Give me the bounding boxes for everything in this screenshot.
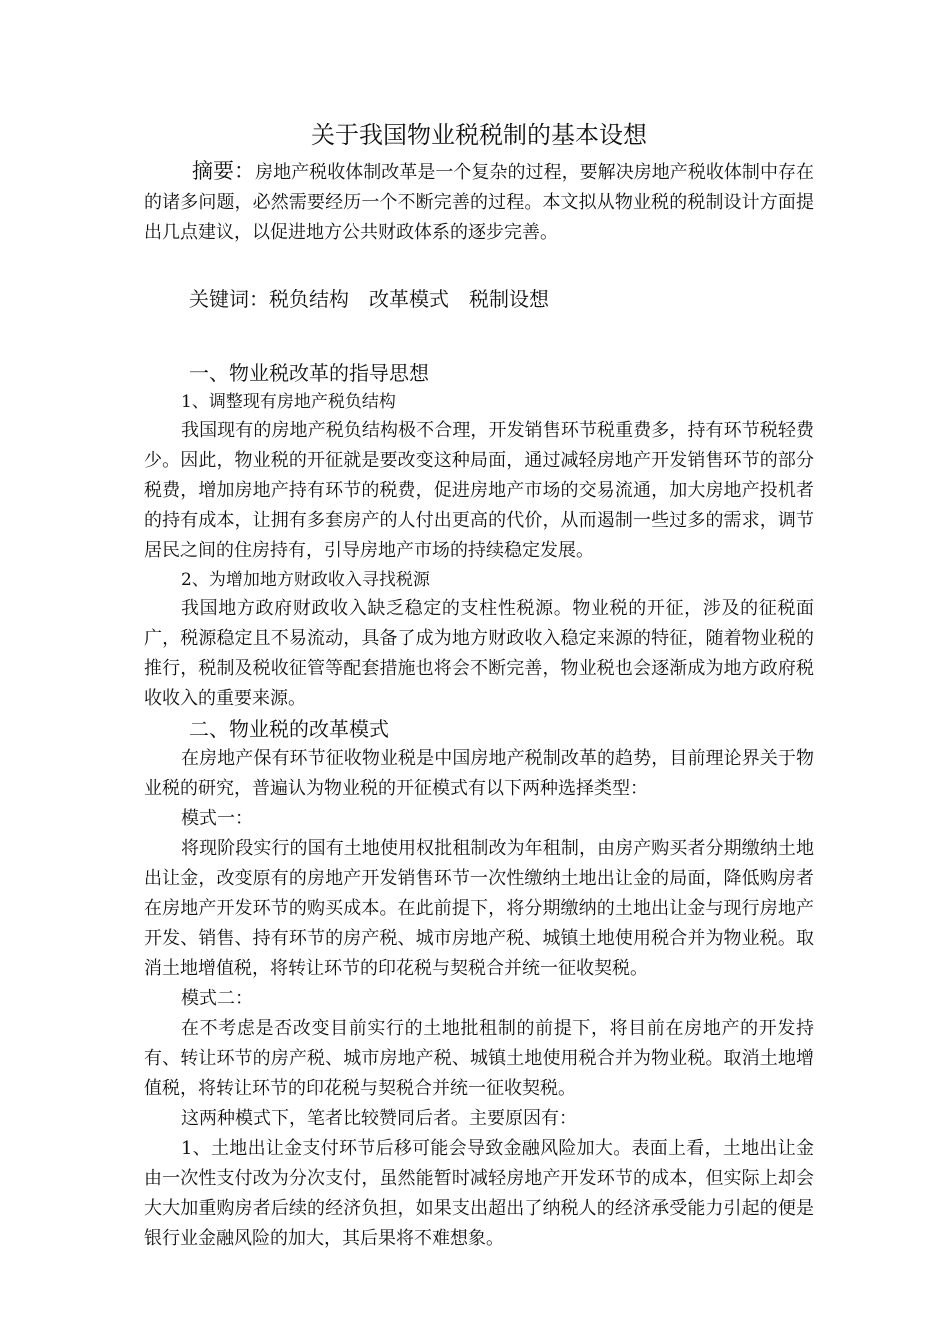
subsection-heading-1-1: 1、调整现有房地产税负结构 [181,392,396,412]
keywords-label: 关键词： [189,287,269,311]
section1-paragraph-1: 我国现有的房地产税负结构极不合理，开发销售环节税重费多，持有环节税轻费少。因此，物业税的开征就是要改变这种局面，通过减轻房地产开发销售环节的部分税费，增加房地产持有环节的税费，促进房地产市场的交易流通，加大房地产投机者的持有成本，让拥有多套房产的人付出更高的代价，从而遏制一些过多的需求，调节居民之间的住房持有，引导房地产市场的持续稳定发展。 [144,420,814,561]
abstract-text: 房地产税收体制改革是一个复杂的过程，要解决房地产税收体制中存在的诸多问题，必然需要经历一个不断完善的过程。本文拟从物业税的税制设计方面提出几点建议，以促进地方公共财政体系的逐步完善。 [144,162,814,243]
preference-paragraph: 这两种模式下，笔者比较赞同后者。主要原因有： [181,1108,577,1129]
document-body [144,118,814,1254]
document-title: 关于我国物业税税制的基本设想 [311,121,647,149]
mode1-label: 模式一： [181,808,253,829]
subsection-heading-1-2: 2、为增加地方财政收入寻找税源 [181,570,430,590]
mode2-label: 模式二： [181,988,253,1009]
keyword-item: 税负结构 [269,287,349,311]
abstract-label: 摘要： [192,159,256,183]
mode2-paragraph: 在不考虑是否改变目前实行的土地批租制的前提下，将目前在房地产的开发持有、转让环节的房产税、城市房地产税、城镇土地使用税合并为物业税。取消土地增值税，将转让环节的印花税与契税合并统一征收契税。 [144,1018,814,1099]
section-heading-2: 二、物业税的改革模式 [189,717,389,741]
section2-intro-paragraph: 在房地产保有环节征收物业税是中国房地产税制改革的趋势，目前理论界关于物业税的研究，普遍认为物业税的开征模式有以下两种选择类型： [144,748,814,799]
keywords-line [144,284,814,314]
keyword-item: 税制设想 [469,287,549,311]
keyword-item: 改革模式 [369,287,449,311]
reason1-paragraph: 1、土地出让金支付环节后移可能会导致金融风险加大。表面上看，土地出让金由一次性支付改为分次支付，虽然能暂时减轻房地产开发环节的成本，但实际上却会大大加重购房者后续的经济负担，如果支出超出了纳税人的经济承受能力引起的便是银行业金融风险的加大，其后果将不难想象。 [144,1138,814,1249]
section-heading-1: 一、物业税改革的指导思想 [189,361,429,385]
section1-paragraph-2: 我国地方政府财政收入缺乏稳定的支柱性税源。物业税的开征，涉及的征税面广，税源稳定且不易流动，具备了成为地方财政收入稳定来源的特征，随着物业税的推行，税制及税收征管等配套措施也将会不断完善，物业税也会逐渐成为地方政府税收收入的重要来源。 [144,598,814,709]
abstract-paragraph [144,156,814,248]
mode1-paragraph: 将现阶段实行的国有土地使用权批租制改为年租制，由房产购买者分期缴纳土地出让金，改变原有的房地产开发销售环节一次性缴纳土地出让金的局面，降低购房者在房地产开发环节的购买成本。在此前提下，将分期缴纳的土地出让金与现行房地产开发、销售、持有环节的房产税、城市房地产税、城镇土地使用税合并为物业税。取消土地增值税，将转让环节的印花税与契税合并统一征收契税。 [144,838,814,979]
